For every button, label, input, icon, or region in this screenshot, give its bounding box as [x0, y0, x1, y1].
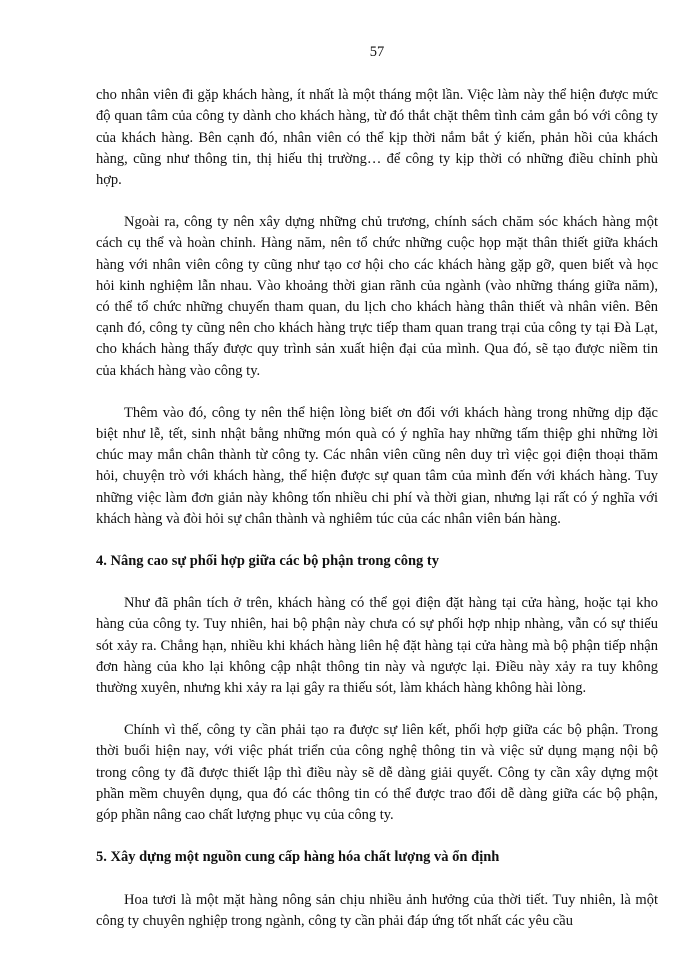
paragraph-coordination-problem: Như đã phân tích ở trên, khách hàng có thể gọi điện đặt hàng tại cửa hàng, hoặc tại kho hàng của công ty. Tuy nhiên, hai bộ phận này chưa có sự phối hợp nhịp nhàng, vẫn có sự thiếu sót xảy ra. Chẳng hạn, nhiều khi khách hàng liên hệ đặt hàng tại cửa hàng mà bộ phận tiếp nhận đơn hàng của kho lại không cập nhật thông tin này và ngược lại. Điều này xảy ra tuy không thường xuyên, nhưng khi xảy ra lại gây ra thiếu sót, làm khách hàng không hài lòng.	[96, 595, 658, 697]
section-heading-4: 4. Nâng cao sự phối hợp giữa các bộ phận trong công ty	[96, 553, 440, 570]
section-heading-5: 5. Xây dựng một nguồn cung cấp hàng hóa chất lượng và ổn định	[96, 849, 500, 866]
paragraph-customer-visits: cho nhân viên đi gặp khách hàng, ít nhất là một tháng một lần. Việc làm này thể hiện được mức độ quan tâm của công ty dành cho khách hàng, từ đó thắt chặt thêm tình cảm gắn bó với công ty của khách hàng. Bên cạnh đó, nhân viên có thể kịp thời nắm bắt ý kiến, phản hồi của khách hàng, cũng như thông tin, thị hiếu thị trường… để công ty kịp thời có những điều chỉnh phù hợp.	[96, 87, 658, 189]
paragraph-coordination-solution: Chính vì thế, công ty cần phải tạo ra được sự liên kết, phối hợp giữa các bộ phận. Trong thời buổi hiện nay, với việc phát triển của công nghệ thông tin và việc sử dụng mạng nội bộ trong công ty đã được thiết lập thì điều này sẽ dễ dàng giải quyết. Công ty cần xây dựng một phần mềm chuyên dụng, qua đó các thông tin có thể được trao đổi dễ dàng giữa các bộ phận, góp phần nâng cao chất lượng phục vụ của công ty.	[96, 722, 658, 824]
paragraph-gratitude: Thêm vào đó, công ty nên thể hiện lòng biết ơn đối với khách hàng trong những dịp đặc biệt như lễ, tết, sinh nhật bằng những món quà có ý nghĩa hay những tấm thiệp ghi những lời chúc may mắn chân thành từ công ty. Các nhân viên cũng nên duy trì việc gọi điện thoại thăm hỏi, chuyện trò với khách hàng, thể hiện được sự quan tâm của mình đến với khách hàng. Tuy những việc làm đơn giản này không tốn nhiều chi phí và thời gian, nhưng lại rất có ý nghĩa với khách hàng và đòi hỏi sự chân thành và nghiêm túc của các nhân viên bán hàng.	[96, 404, 658, 527]
page-number: 57	[369, 44, 385, 60]
paragraph-supply-source: Hoa tươi là một mặt hàng nông sản chịu nhiều ảnh hưởng của thời tiết. Tuy nhiên, là một công ty chuyên nghiệp trong ngành, công ty cần phải đáp ứng tốt nhất các yêu cầu	[96, 891, 658, 929]
paragraph-customer-care-policy: Ngoài ra, công ty nên xây dựng những chủ trương, chính sách chăm sóc khách hàng một cách cụ thể và hoàn chỉnh. Hàng năm, nên tổ chức những cuộc họp mặt thân thiết giữa khách hàng với nhân viên công ty cũng như tạo cơ hội cho các khách hàng gặp gỡ, quen biết và học hỏi kinh nghiệm lẫn nhau. Vào khoảng thời gian rãnh của ngành (vào những tháng giữa năm), có thể tổ chức những chuyến tham quan, du lịch cho khách hàng thân thiết và nhân viên. Bên cạnh đó, công ty cũng nên cho khách hàng trực tiếp tham quan trang trại của công ty tại Đà Lạt, cho khách hàng thấy được quy trình sản xuất hiện đại của mình. Qua đó, sẽ tạo được niềm tin của khách hàng vào công ty.	[96, 214, 658, 379]
